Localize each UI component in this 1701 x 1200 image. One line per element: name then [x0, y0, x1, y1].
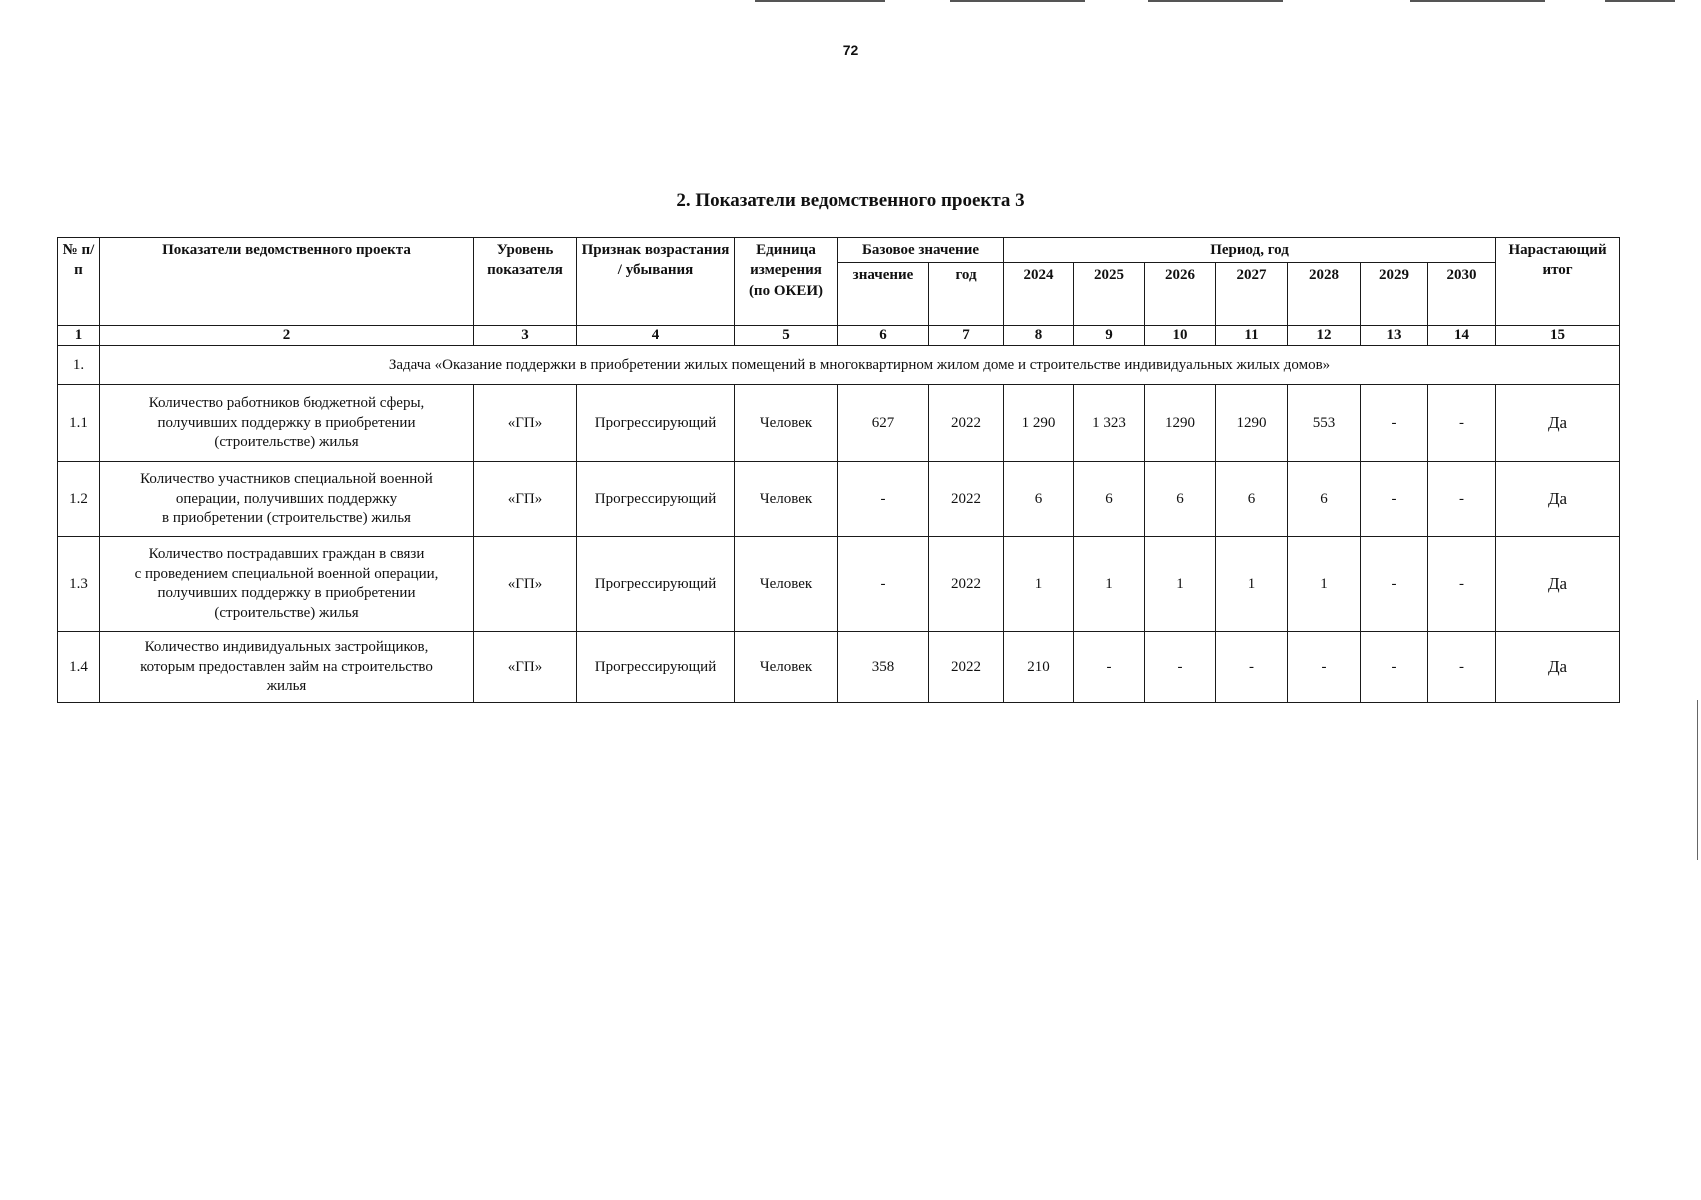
year-value: -	[1074, 632, 1145, 703]
year-value: 1	[1288, 537, 1361, 632]
indicator-name-line: жилья	[266, 678, 307, 694]
base-year: 2022	[929, 537, 1004, 632]
column-number: 6	[838, 326, 929, 346]
year-value: -	[1428, 462, 1496, 537]
year-value: -	[1361, 385, 1428, 462]
indicator-name-line: получивших поддержку в приобретении	[157, 585, 416, 602]
indicator-name-line: получивших поддержку в приобретении	[157, 414, 416, 431]
year-value: -	[1145, 632, 1216, 703]
indicator-unit: Человек	[735, 537, 838, 632]
scan-artifact-line	[755, 0, 885, 2]
table-row	[58, 462, 1620, 537]
column-number: 2	[100, 326, 474, 346]
year-value: 1	[1074, 537, 1145, 632]
indicators-table	[57, 237, 1620, 703]
year-value: -	[1428, 537, 1496, 632]
indicator-trend: Прогрессирующий	[577, 462, 735, 537]
header-year: 2028	[1288, 263, 1361, 326]
indicator-unit: Человек	[735, 385, 838, 462]
year-value: 6	[1216, 462, 1288, 537]
header-row-1	[58, 238, 1620, 263]
base-year: 2022	[929, 385, 1004, 462]
header-year: 2030	[1428, 263, 1496, 326]
column-number: 7	[929, 326, 1004, 346]
year-value: 210	[1004, 632, 1074, 703]
indicator-trend: Прогрессирующий	[577, 632, 735, 703]
year-value: -	[1361, 632, 1428, 703]
header-year: 2029	[1361, 263, 1428, 326]
cumulative-value: Да	[1496, 462, 1620, 537]
year-value: 1	[1216, 537, 1288, 632]
column-number: 8	[1004, 326, 1074, 346]
year-value: -	[1428, 385, 1496, 462]
table-row	[58, 537, 1620, 632]
year-value: 1 290	[1004, 385, 1074, 462]
indicator-name	[100, 632, 474, 703]
indicator-trend: Прогрессирующий	[577, 385, 735, 462]
indicator-name-line: с проведением специальной военной операции,	[134, 565, 439, 582]
base-year: 2022	[929, 632, 1004, 703]
row-num: 1.3	[58, 537, 100, 632]
column-number: 10	[1145, 326, 1216, 346]
column-number: 11	[1216, 326, 1288, 346]
column-number: 4	[577, 326, 735, 346]
base-value: 358	[838, 632, 929, 703]
scan-artifact-vline	[1697, 700, 1698, 860]
header-year: 2027	[1216, 263, 1288, 326]
row-num: 1.4	[58, 632, 100, 703]
column-number: 13	[1361, 326, 1428, 346]
scan-artifact-line	[1148, 0, 1283, 2]
header-year: 2024	[1004, 263, 1074, 326]
year-value: 553	[1288, 385, 1361, 462]
column-number: 1	[58, 326, 100, 346]
indicator-level: «ГП»	[474, 537, 577, 632]
indicator-level: «ГП»	[474, 462, 577, 537]
base-value: 627	[838, 385, 929, 462]
indicator-level: «ГП»	[474, 632, 577, 703]
indicator-name	[100, 462, 474, 537]
indicator-unit: Человек	[735, 462, 838, 537]
column-number: 15	[1496, 326, 1620, 346]
year-value: 1290	[1145, 385, 1216, 462]
row-num: 1.2	[58, 462, 100, 537]
base-year: 2022	[929, 462, 1004, 537]
task-row	[58, 346, 1620, 385]
cumulative-value: Да	[1496, 385, 1620, 462]
header-num: № п/п	[58, 238, 100, 326]
indicator-unit: Человек	[735, 632, 838, 703]
year-value: 6	[1288, 462, 1361, 537]
column-number-row	[58, 326, 1620, 346]
year-value: -	[1361, 462, 1428, 537]
cumulative-value: Да	[1496, 632, 1620, 703]
indicator-name-line: Количество пострадавших граждан в связи	[148, 546, 425, 563]
scan-artifact-line	[1410, 0, 1545, 2]
indicator-name-line: Количество индивидуальных застройщиков,	[144, 639, 429, 655]
year-value: 1	[1004, 537, 1074, 632]
base-value: -	[838, 462, 929, 537]
column-number: 14	[1428, 326, 1496, 346]
year-value: -	[1288, 632, 1361, 703]
table-row	[58, 385, 1620, 462]
column-number: 9	[1074, 326, 1145, 346]
year-value: 1	[1145, 537, 1216, 632]
scan-artifact-line	[950, 0, 1085, 2]
indicator-name-line: Количество участников специальной военной	[140, 471, 433, 487]
year-value: 1290	[1216, 385, 1288, 462]
indicator-name	[100, 537, 474, 632]
column-number: 3	[474, 326, 577, 346]
year-value: 6	[1074, 462, 1145, 537]
year-value: -	[1216, 632, 1288, 703]
header-period: Период, год	[1004, 238, 1496, 263]
header-year: 2025	[1074, 263, 1145, 326]
indicator-name-line: операции, получивших поддержку	[175, 490, 398, 507]
header-base-year: год	[929, 263, 1004, 326]
header-level: Уровень показателя	[474, 238, 577, 326]
year-value: 6	[1145, 462, 1216, 537]
cumulative-value: Да	[1496, 537, 1620, 632]
base-value: -	[838, 537, 929, 632]
page-number: 72	[842, 42, 859, 58]
year-value: 1 323	[1074, 385, 1145, 462]
task-num: 1.	[58, 346, 100, 385]
indicator-level: «ГП»	[474, 385, 577, 462]
table-row	[58, 632, 1620, 703]
indicator-trend: Прогрессирующий	[577, 537, 735, 632]
column-number: 5	[735, 326, 838, 346]
header-unit: Единица измерения (по ОКЕИ)	[735, 238, 838, 326]
indicator-name-line: в приобретении (строительстве) жилья	[162, 510, 411, 526]
header-cumulative: Нарастающий итог	[1496, 238, 1620, 326]
year-value: -	[1361, 537, 1428, 632]
task-text: Задача «Оказание поддержки в приобретении жилых помещений в многоквартирном жилом доме и строительстве индивидуальных жилых домов»	[100, 346, 1620, 385]
indicator-name	[100, 385, 474, 462]
page-title: 2. Показатели ведомственного проекта 3	[676, 190, 1025, 211]
header-indicator: Показатели ведомственного проекта	[100, 238, 474, 326]
header-base: Базовое значение	[838, 238, 1004, 263]
scan-artifact-line	[1605, 0, 1675, 2]
row-num: 1.1	[58, 385, 100, 462]
indicator-name-line: (строительстве) жилья	[214, 604, 359, 621]
indicator-name-line: (строительстве) жилья	[214, 434, 359, 450]
indicator-name-line: которым предоставлен займ на строительство	[140, 658, 433, 675]
year-value: -	[1428, 632, 1496, 703]
header-base-value: значение	[838, 263, 929, 326]
indicator-name-line: Количество работников бюджетной сферы,	[148, 395, 425, 411]
year-value: 6	[1004, 462, 1074, 537]
header-trend: Признак возрастания / убывания	[577, 238, 735, 326]
header-year: 2026	[1145, 263, 1216, 326]
column-number: 12	[1288, 326, 1361, 346]
